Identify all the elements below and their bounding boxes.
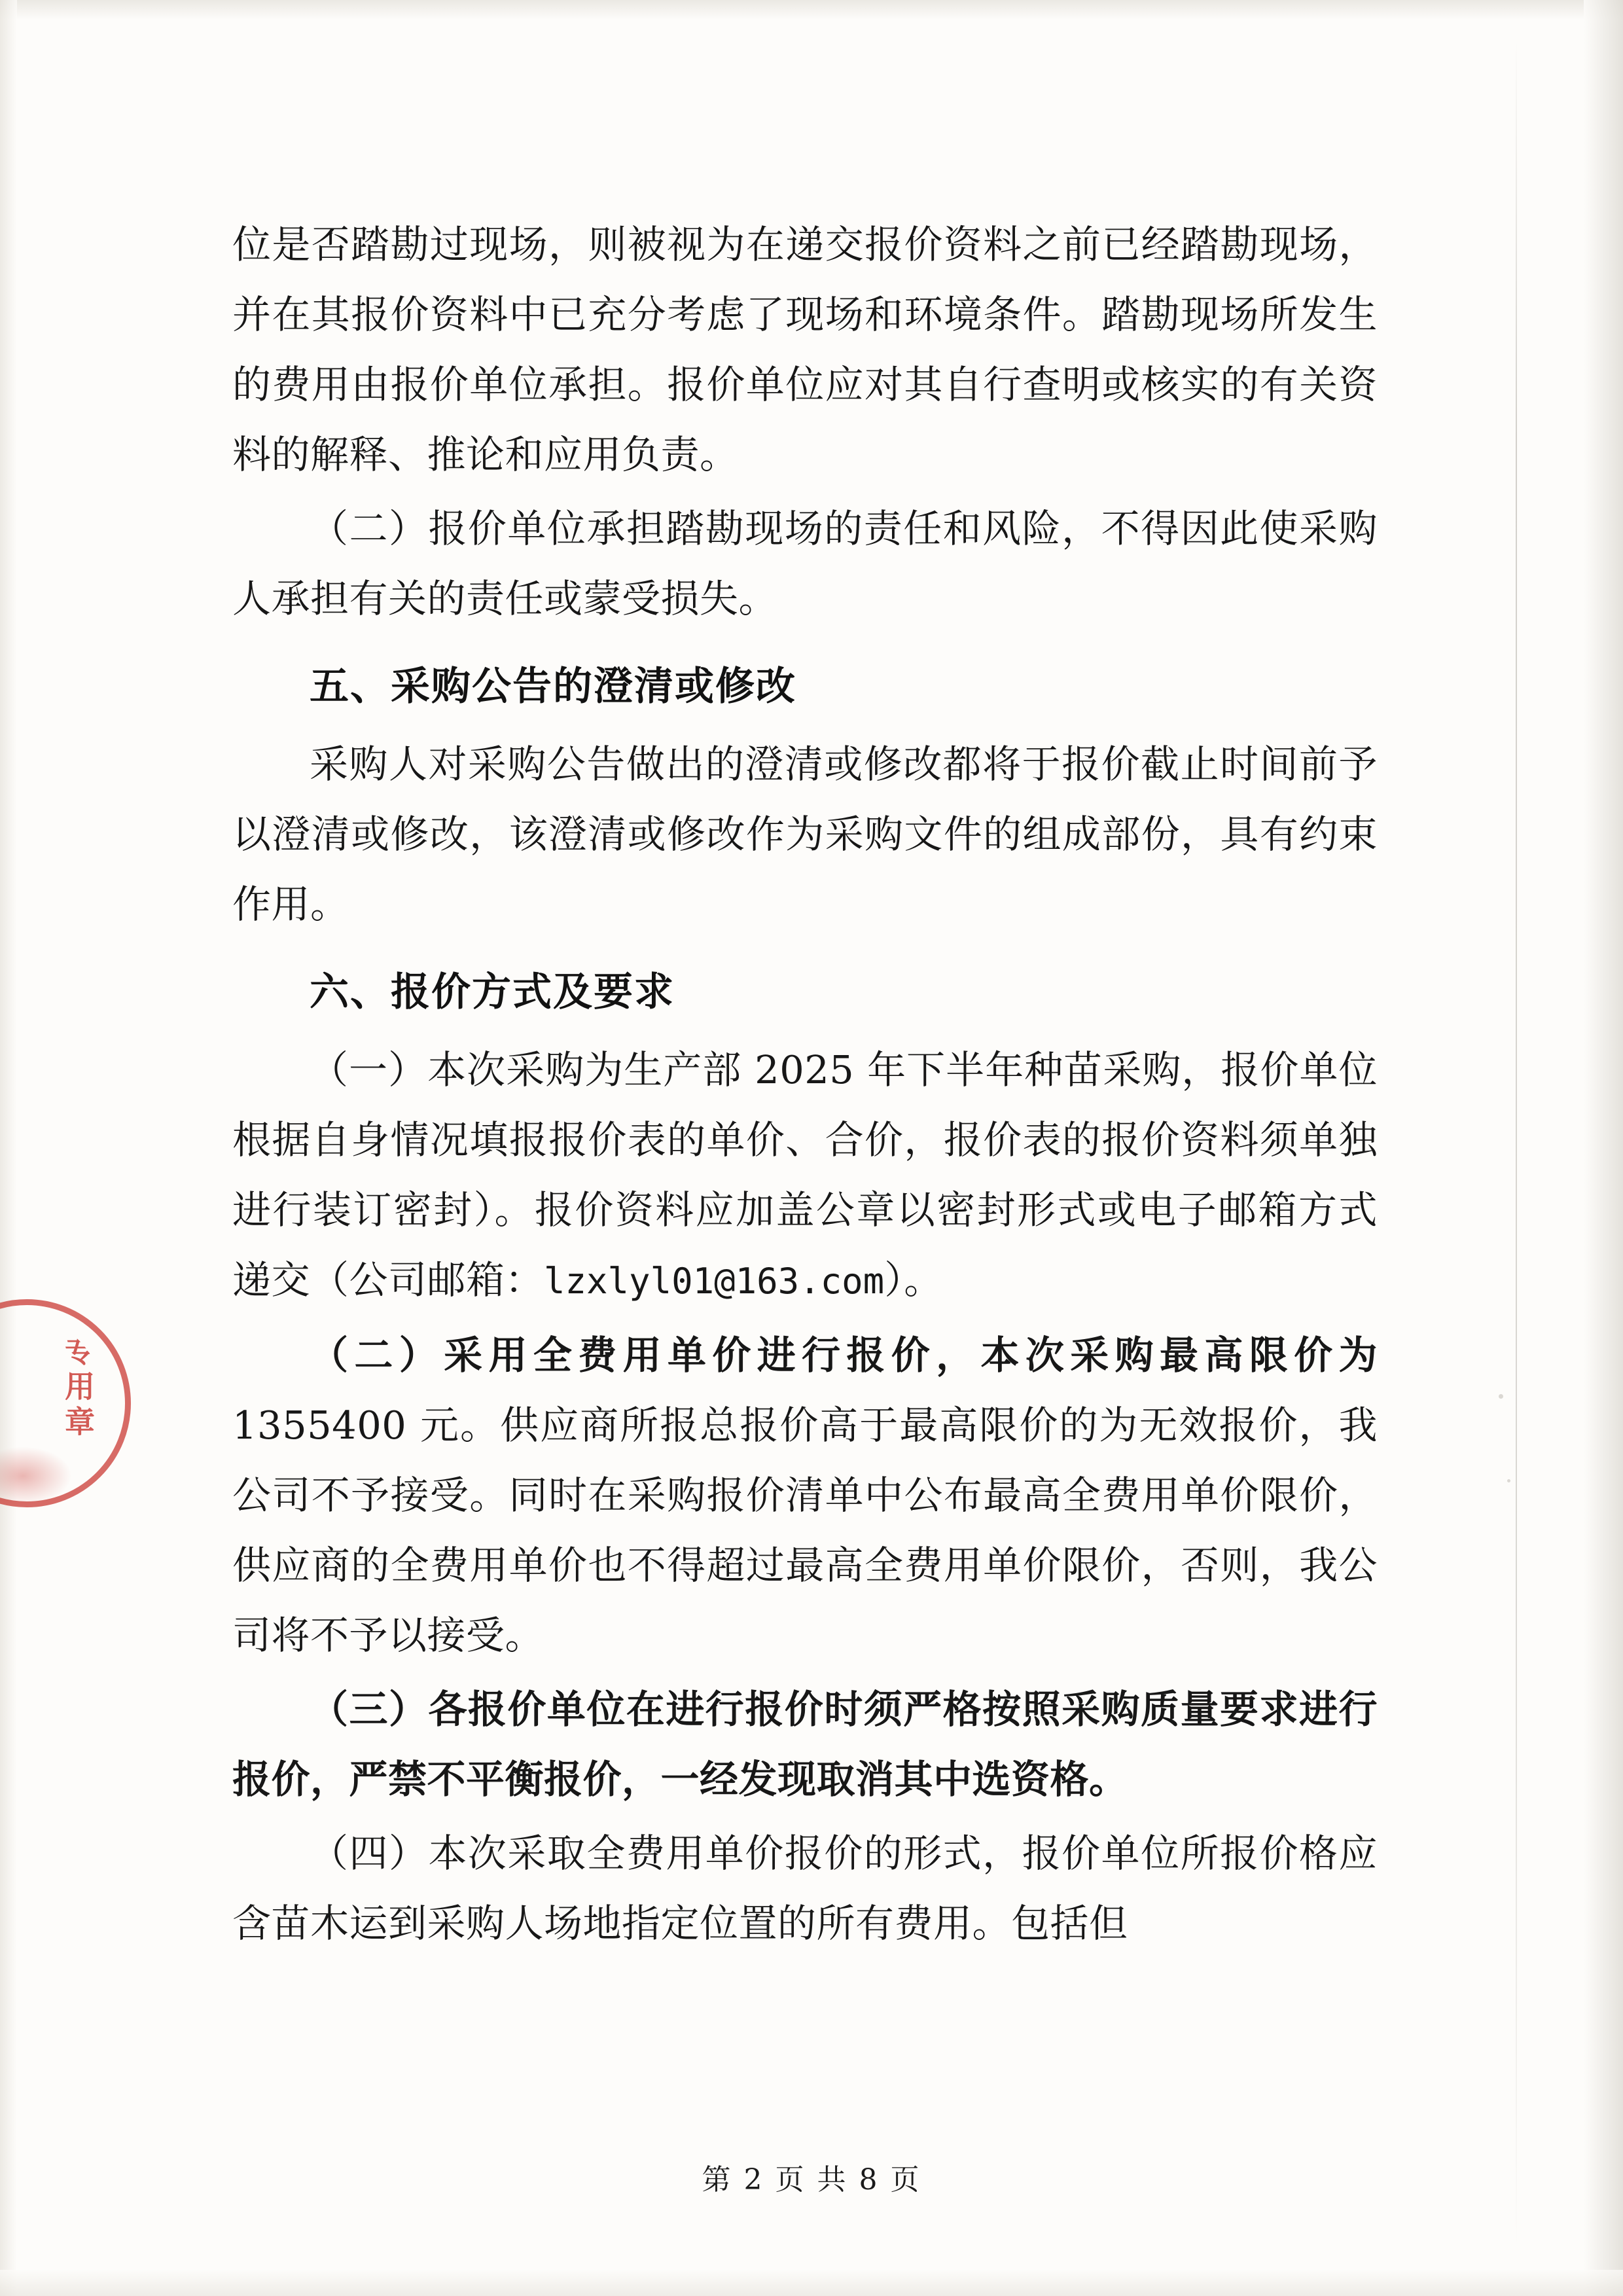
paragraph-quote-method-1-text: （一）本次采购为生产部 2025 年下半年种苗采购，报价单位根据自身情况填报报价表的单价、合价，报价表的报价资料须单独进行装订密封）。报价资料应加盖公章以密封形式或电子邮箱方式递交（公司邮箱： (232, 1047, 1378, 1302)
official-stamp-label: 专用章 (60, 1335, 96, 1441)
paragraph-quote-method-1-tail: ）。 (884, 1257, 943, 1302)
paragraph-quote-method-4: （四）本次采取全费用单价报价的形式，报价单位所报价格应含苗木运到采购人场地指定位置的所有费用。包括但 (232, 1831, 1378, 1946)
paragraph-quote-method-3: （三）各报价单位在进行报价时须严格按照采购质量要求进行报价，严禁不平衡报价，一经发现取消其中选资格。 (232, 1687, 1378, 1802)
scan-edge-bottom (0, 2270, 1623, 2296)
section-heading-5: 五、采购公告的澄清或修改 (310, 664, 796, 709)
document-body (232, 209, 1378, 1962)
page-footer: 第 2 页 共 8 页 (702, 2163, 921, 2197)
section-heading-6: 六、报价方式及要求 (310, 969, 675, 1015)
paper-speck (1499, 1394, 1503, 1399)
paragraph-quote-method-2 (232, 1320, 1378, 1670)
paragraph-continuation: 位是否踏勘过现场，则被视为在递交报价资料之前已经踏勘现场，并在其报价资料中已充分考虑了现场和环境条件。踏勘现场所发生的费用由报价单位承担。报价单位应对其自行查明或核实的有关资料的解释、推论和应用负责。 (232, 222, 1378, 477)
max-price-lead: （二）采用全费用单价进行报价，本次采购最高限价为 (310, 1333, 1378, 1378)
stamp-smudge (0, 1446, 72, 1505)
paragraph-quote-method-1 (232, 1035, 1378, 1316)
scan-edge-right (1584, 0, 1623, 2296)
paper-speck (1507, 1479, 1510, 1482)
scan-edge-left (0, 0, 17, 2296)
max-price-detail: 1355400 元。供应商所报总报价高于最高限价的为无效报价，我公司不予接受。同时在采购报价清单中公布最高全费用单价限价，供应商的全费用单价也不得超过最高全费用单价限价，否则，我公司将不予以接受。 (232, 1403, 1378, 1658)
paper-fold-line (1516, 39, 1517, 2251)
contact-email: lzxlyl01@163.com (544, 1261, 885, 1302)
paragraph-clause-2-site-visit: （二）报价单位承担踏勘现场的责任和风险，不得因此使采购人承担有关的责任或蒙受损失。 (232, 506, 1378, 621)
paragraph-clarification: 采购人对采购公告做出的澄清或修改都将于报价截止时间前予以澄清或修改，该澄清或修改作为采购文件的组成部份，具有约束作用。 (232, 742, 1378, 927)
scan-edge-top (0, 0, 1623, 20)
